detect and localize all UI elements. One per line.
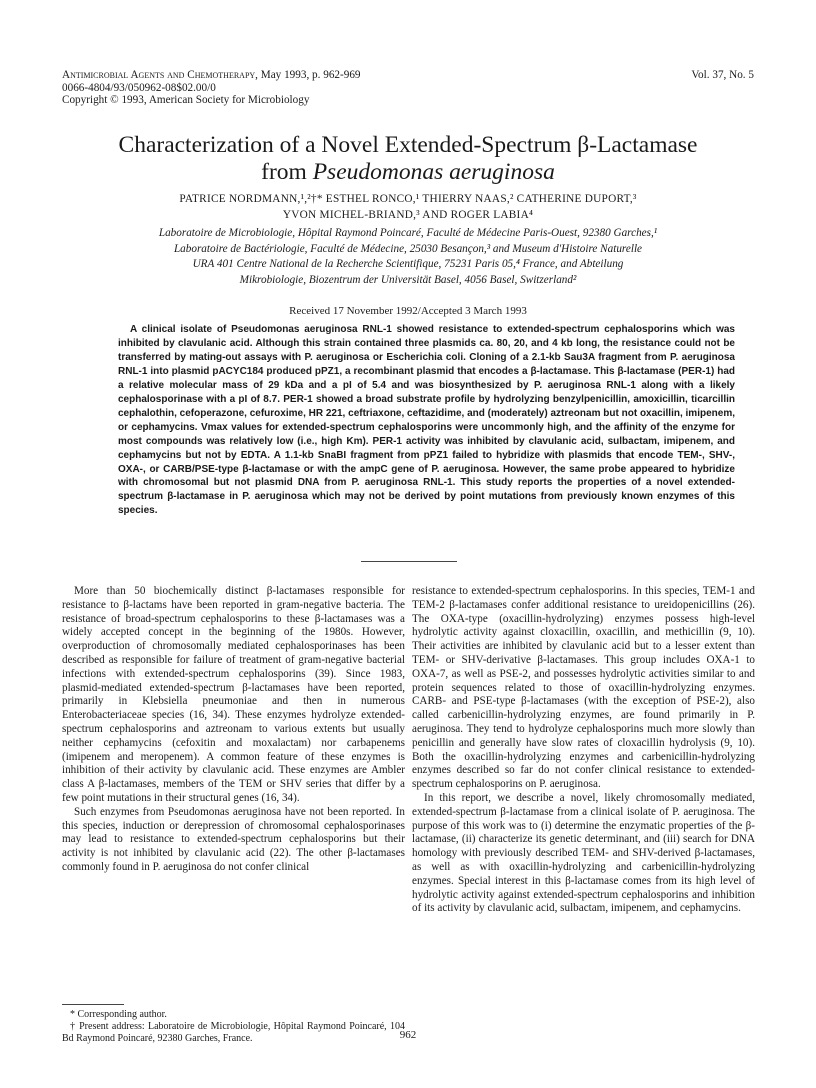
title-prefix: from <box>261 159 313 185</box>
volume-info: Vol. 37, No. 5 <box>691 69 754 81</box>
journal-citation <box>62 69 754 82</box>
article-title <box>40 132 776 186</box>
paragraph: More than 50 biochemically distinct β-lactamases responsible for resistance to β-lactams have been reported in gram-negative bacteria. The resistance of broad-spectrum cephalosporins to these β-lactamases was a widely accepted concept in the beginning of the 1980s. However, overproduction of chromosomally mediated cephalosporinases has been described as responsible for failure of treatment of gram-negative bacterial infections with extended-spectrum cephalosporins (39). Since 1983, plasmid-mediated extended-spectrum β-lactamases have been reported, primarily in Klebsiella pneumoniae and then in numerous Enterobacteriaceae species (16, 34). These enzymes hydrolyze extended-spectrum cephalosporins and aztreonam to various extents but usually neither cephamycins (cefoxitin and moxalactam) nor carbapenems (imipenem and meropenem). A common feature of these enzymes is inhibition of their activity by clavulanic acid. These enzymes are Ambler class A β-lactamases, members of the TEM or SHV series that differ by a few point mutations in their structural genes (16, 34). <box>62 585 405 804</box>
body-column-right <box>412 585 755 916</box>
title-species: Pseudomonas aeruginosa <box>312 159 555 185</box>
issue-info: , May 1993, p. 962-969 <box>255 69 361 81</box>
affiliation-line-2: Laboratoire de Bactériologie, Faculté de Médecine, 25030 Besançon,³ and Museum d'Histoire Naturelle <box>173 242 643 255</box>
abstract: A clinical isolate of Pseudomonas aeruginosa RNL-1 showed resistance to extended-spectrum cephalosporins which was inhibited by clavulanic acid. Although this strain contained three plasmids ca. 80, 20, and 4 kb long, the resistance could not be transferred by mating-out assays with P. aeruginosa or Escherichia coli. Cloning of a 2.1-kb Sau3A fragment from P. aeruginosa RNL-1 into plasmid pACYC184 produced pPZ1, a recombinant plasmid that encodes a β-lactamase. This β-lactamase (PER-1) had a relative molecular mass of 29 kDa and a pI of 5.4 and was biosynthesized by P. aeruginosa RNL-1 along with a likely cephalosporinase with a pI of 8.7. PER-1 showed a broad substrate profile by hydrolyzing benzylpenicillin, amoxicillin, ticarcillin cephalothin, cefoperazone, cefuroxime, HR 221, ceftriaxone, ceftazidime, and (moderately) aztreonam but not oxacillin, imipenem, or cephamycins. Vmax values for extended-spectrum cephalosporins were uncommonly high, and the affinity of the enzyme for most compounds was relatively low (i.e., high Km). PER-1 activity was inhibited by clavulanic acid, sulbactam, imipenem, and cephamycins but not by EDTA. A 1.1-kb SnaBI fragment from pPZ1 failed to hybridize with plasmids that encode TEM-, SHV-, OXA-, or CARB/PSE-type β-lactamase or with the ampC gene of P. aeruginosa. However, the same probe appeared to hybridize with chromosomal but not plasmid DNA from P. aeruginosa RNL-1. This study reports the properties of a novel extended-spectrum β-lactamase in P. aeruginosa which may not be derived by point mutations from previously known enzymes of this species. <box>118 324 735 517</box>
paragraph: Such enzymes from Pseudomonas aeruginosa have not been reported. In this species, induction or derepression of chromosomal cephalosporinases may lead to resistance to extended-spectrum cephalosporins but their activity is not inhibited by clavulanic acid (22). The other β-lactamases commonly found in P. aeruginosa do not confer clinical <box>62 805 405 873</box>
title-line-1: Characterization of a Novel Extended-Spectrum β-Lactamase <box>118 132 698 158</box>
body-column-left <box>62 585 405 875</box>
copyright: Copyright © 1993, American Society for Microbiology <box>62 94 310 106</box>
author-list <box>40 191 776 223</box>
footnote-present-address: † Present address: Laboratoire de Microbiologie, Hôpital Raymond Poincaré, 104 Bd Raymond Poincaré, 92380 Garches, France. <box>62 1021 405 1045</box>
affiliation-line-4: Mikrobiologie, Biozentrum der Universität Basel, 4056 Basel, Switzerland² <box>239 273 577 286</box>
affiliations <box>40 226 776 288</box>
title-line-2 <box>40 159 776 186</box>
running-header <box>62 69 754 107</box>
author-line-1: PATRICE NORDMANN,¹,²†* ESTHEL RONCO,¹ THIERRY NAAS,² CATHERINE DUPORT,³ <box>179 193 637 205</box>
paragraph: resistance to extended-spectrum cephalosporins. In this species, TEM-1 and TEM-2 β-lactamases confer additional resistance to ureidopenicillins (26). The OXA-type (oxacillin-hydrolyzing) enzymes possess high-level hydrolytic activity against cloxacillin, oxacillin, and methicillin (9, 10). Their activities are inhibited by clavulanic acid but to a lesser extent than TEM- or SHV-derivative β-lactamases. This group includes OXA-1 to OXA-7, as well as PSE-2, and possesses hydrolytic activities similar to and protein sequences related to those of oxacillin-hydrolyzing enzymes. CARB- and PSE-type β-lactamases (with the exception of PSE-2), also called carbenicillin-hydrolyzing enzymes, are found primarily in P. aeruginosa. They tend to hydrolyze cephalosporins much more slowly than penicillin and generally have slow rates of cloxacillin hydrolysis (9, 10). Both the oxacillin-hydrolyzing enzymes and carbenicillin-hydrolyzing enzymes described so far do not confer clinical resistance to extended-spectrum cephalosporins on P. aeruginosa. <box>412 585 755 791</box>
received-dates: Received 17 November 1992/Accepted 3 March 1993 <box>289 305 527 317</box>
footnote-corresponding: * Corresponding author. <box>70 1009 167 1020</box>
affiliation-line-1: Laboratoire de Microbiologie, Hôpital Raymond Poincaré, Faculté de Médecine Paris-Ouest, 92380 Garches,¹ <box>158 227 658 239</box>
journal-name: Antimicrobial Agents and Chemotherapy <box>62 69 256 81</box>
author-line-2: YVON MICHEL-BRIAND,³ AND ROGER LABIA⁴ <box>282 209 534 221</box>
page-number: 962 <box>399 1029 417 1041</box>
footnote-divider <box>62 1004 124 1005</box>
issn: 0066-4804/93/050962-08$02.00/0 <box>62 81 216 94</box>
paragraph: In this report, we describe a novel, likely chromosomally mediated, extended-spectrum β-lactamase from a clinical isolate of P. aeruginosa. The purpose of this work was to (i) determine the enzymatic properties of the β-lactamase, (ii) characterize its genetic determinant, and (iii) search for DNA homology with previously described TEM- and SHV-derived β-lactamases, as well as with oxacillin-hydrolyzing and carbenicillin-hydrolyzing enzymes. Special interest in this β-lactamase comes from its high level of hydrolytic activity against extended-spectrum cephalosporins and inhibition of its activity by clavulanic acid, sulbactam, imipenem, and cephamycins. <box>412 791 755 915</box>
affiliation-line-3: URA 401 Centre National de la Recherche Scientifique, 75231 Paris 05,⁴ France, and Abteilung <box>192 258 624 270</box>
section-divider <box>361 561 457 562</box>
